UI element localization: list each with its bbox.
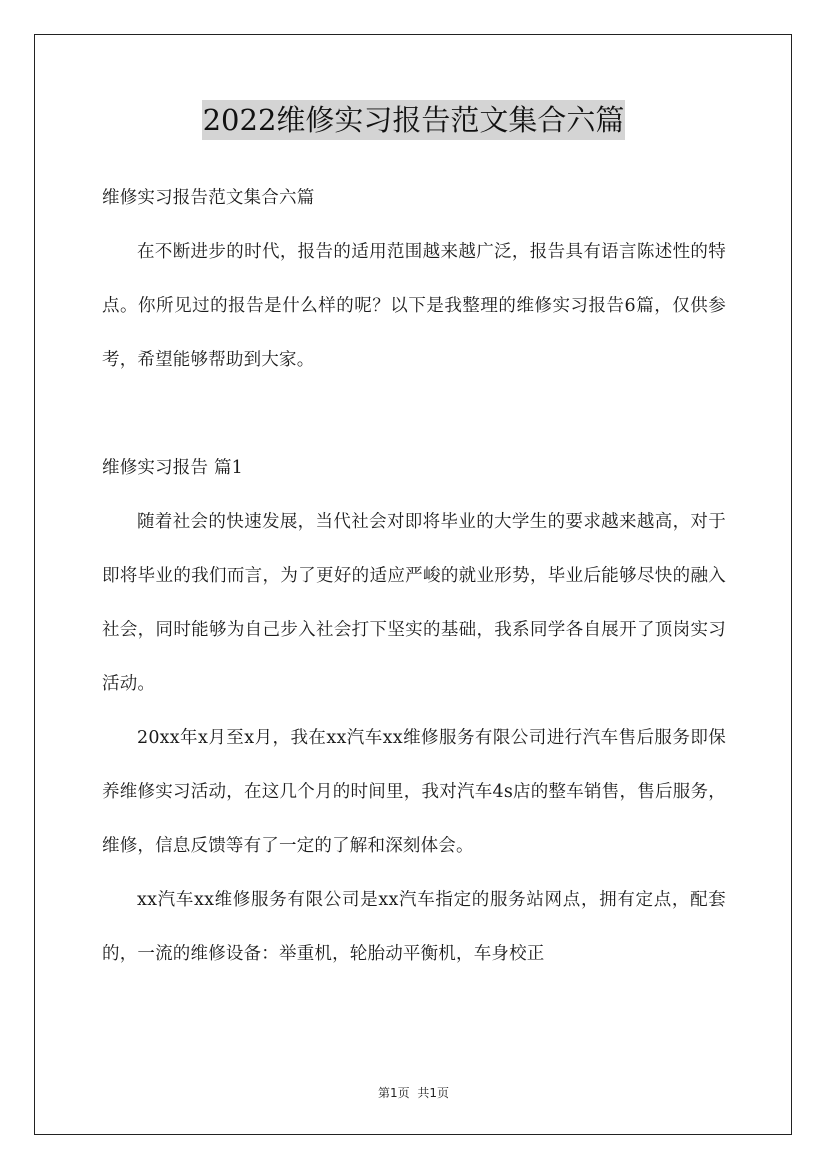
document-body xyxy=(102,171,726,981)
section-heading: 维修实习报告 篇1 xyxy=(102,458,243,478)
page-footer xyxy=(0,1084,827,1101)
body-paragraph-1: 随着社会的快速发展，当代社会对即将毕业的大学生的要求越来越高，对于即将毕业的我们而言，为了更好的适应严峻的就业形势，毕业后能够尽快的融入社会，同时能够为自己步入社会打下坚实的基础，我系同学各自展开了顶岗实习活动。 xyxy=(102,512,726,694)
body-paragraph-2: 20xx年x月至x月，我在xx汽车xx维修服务有限公司进行汽车售后服务即保养维修实习活动，在这几个月的时间里，我对汽车4s店的整车销售，售后服务，维修，信息反馈等有了一定的了解和深刻体会。 xyxy=(102,728,726,856)
page-total: 共1页 xyxy=(417,1086,450,1100)
document-subtitle: 维修实习报告范文集合六篇 xyxy=(102,188,315,208)
body-paragraph-3: xx汽车xx维修服务有限公司是xx汽车指定的服务站网点，拥有定点，配套的，一流的维修设备：举重机，轮胎动平衡机，车身校正 xyxy=(102,890,726,964)
document-title: 2022维修实习报告范文集合六篇 xyxy=(202,100,626,140)
page-number: 第1页 xyxy=(377,1086,410,1100)
title-wrap xyxy=(0,100,827,140)
intro-paragraph: 在不断进步的时代，报告的适用范围越来越广泛，报告具有语言陈述性的特点。你所见过的报告是什么样的呢？以下是我整理的维修实习报告6篇，仅供参考，希望能够帮助到大家。 xyxy=(102,242,726,370)
